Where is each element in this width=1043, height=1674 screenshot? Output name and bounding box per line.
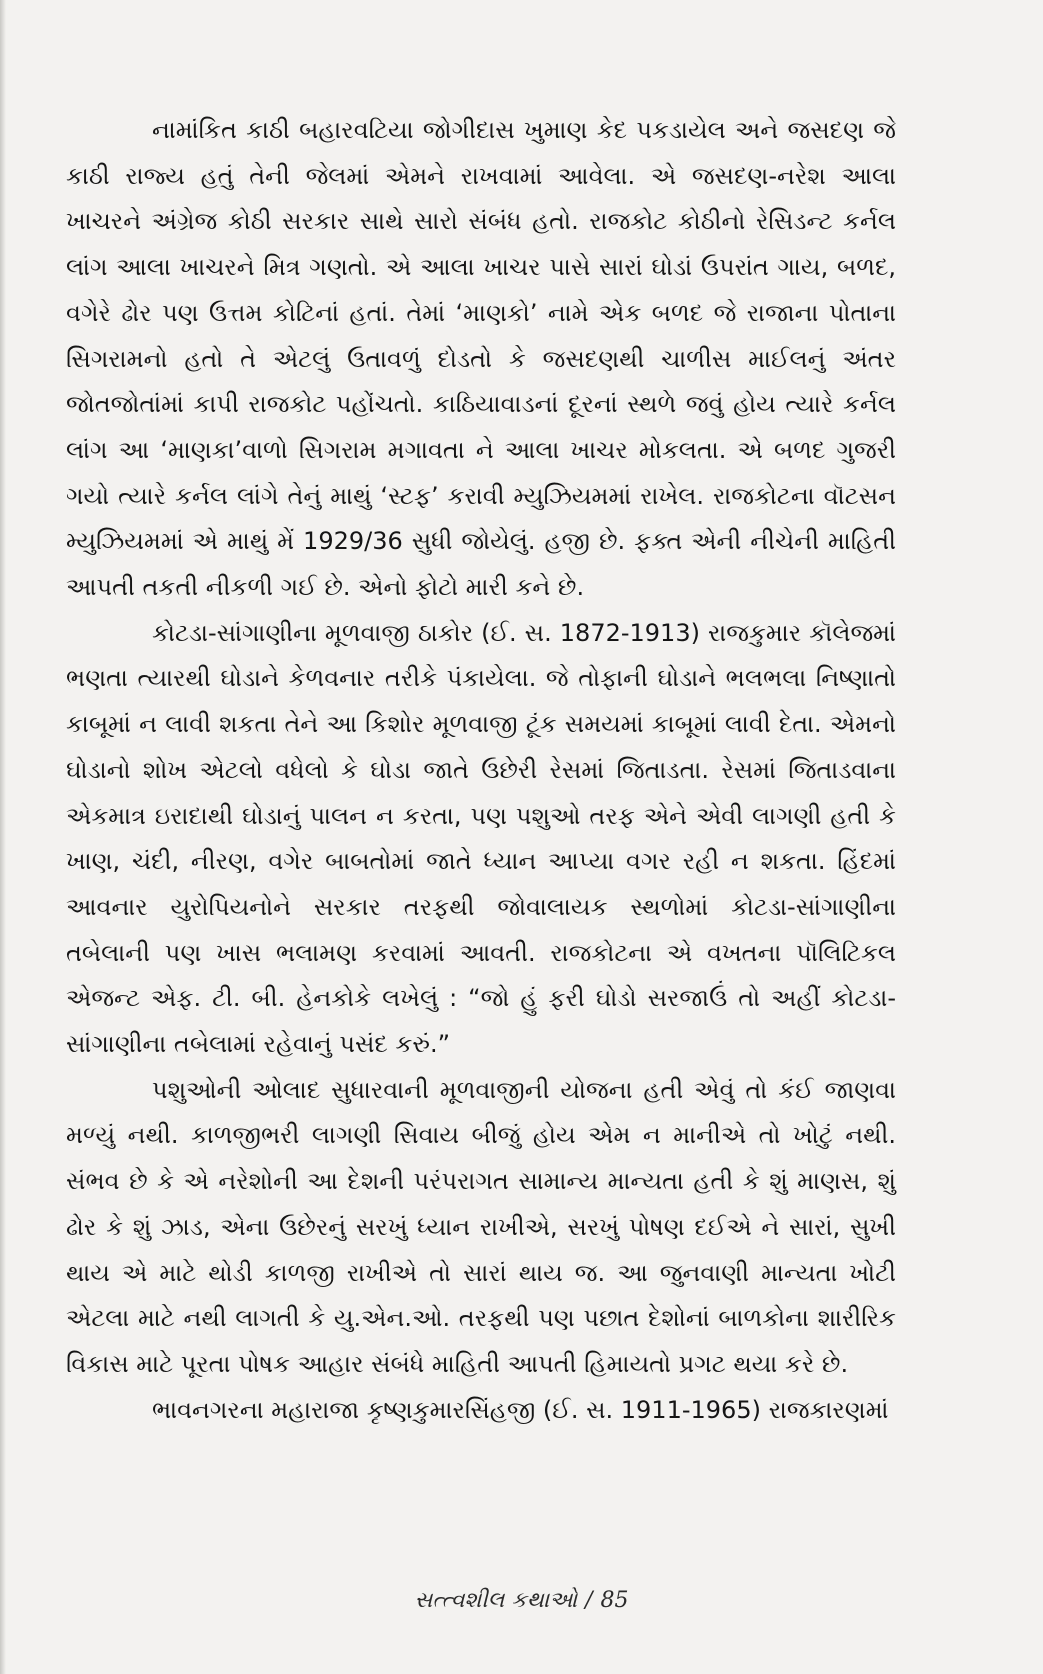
body-text (66, 108, 896, 1433)
footer-separator: / (585, 1588, 593, 1613)
scan-edge-shadow (0, 0, 6, 1674)
paragraph-jogidas-khuman: નામાંકિત કાઠી બહારવટિયા જોગીદાસ ખુમાણ કેદ પકડાયેલ અને જસદણ જે કાઠી રાજ્ય હતું તેની જેલમાં એમને રાખવામાં આવેલા. એ જસદણ-નરેશ આલા ખાચરને અંગ્રેજ કોઠી સરકાર સાથે સારો સંબંધ હતો. રાજકોટ કોઠીનો રેસિડન્ટ કર્નલ લાંગ આલા ખાચરને મિત્ર ગણતો. એ આલા ખાચર પાસે સારાં ઘોડાં ઉપરાંત ગાય, બળદ, વગેરે ઢોર પણ ઉત્તમ કોટિનાં હતાં. તેમાં ‘માણકો’ નામે એક બળદ જે રાજાના પોતાના સિગરામનો હતો તે એટલું ઉતાવળું દોડતો કે જસદણથી ચાળીસ માઈલનું અંતર જોતજોતાંમાં કાપી રાજકોટ પહોંચતો. કાઠિયાવાડનાં દૂરનાં સ્થળે જવું હોય ત્યારે કર્નલ લાંગ આ ‘માણકા’વાળો સિગરામ મગાવતા ને આલા ખાચર મોકલતા. એ બળદ ગુજરી ગયો ત્યારે કર્નલ લાંગે તેનું માથું ‘સ્ટફ’ કરાવી મ્યુઝિયમમાં રાખેલ. રાજકોટના વૉટસન મ્યુઝિયમમાં એ માથું મેં 1929/36 સુધી જોયેલું. હજી છે. ફક્ત એની નીચેની માહિતી આપતી તકતી નીકળી ગઈ છે. એનો ફોટો મારી કને છે. (66, 116, 896, 602)
paragraph-mulvaji-thakor: કોટડા-સાંગાણીના મૂળવાજી ઠાકોર (ઈ. સ. 1872-1913) રાજકુમાર કૉલેજમાં ભણતા ત્યારથી ઘોડાને કેળવનાર તરીકે પંકાયેલા. જે તોફાની ઘોડાને ભલભલા નિષ્ણાતો કાબૂમાં ન લાવી શકતા તેને આ કિશોર મૂળવાજી ટૂંક સમયમાં કાબૂમાં લાવી દેતા. એમનો ઘોડાનો શોખ એટલો વધેલો કે ઘોડા જાતે ઉછેરી રેસમાં જિતાડતા. રેસમાં જિતાડવાના એકમાત્ર ઇરાદાથી ઘોડાનું પાલન ન કરતા, પણ પશુઓ તરફ એને એવી લાગણી હતી કે ખાણ, ચંદી, નીરણ, વગેર બાબતોમાં જાતે ધ્યાન આપ્યા વગર રહી ન શકતા. હિંદમાં આવનાર યુરોપિયનોને સરકાર તરફથી જોવાલાયક સ્થળોમાં કોટડા-સાંગાણીના તબેલાની પણ ખાસ ભલામણ કરવામાં આવતી. રાજકોટના એ વખતના પૉલિટિકલ એજન્ટ એફ. ટી. બી. હેનકોકે લખેલું : “જો હું ફરી ઘોડો સરજાઉં તો અહીં કોટડા-સાંગાણીના તબેલામાં રહેવાનું પસંદ કરું.” (66, 618, 896, 1059)
paragraph-krishnakumarsinhji: ભાવનગરના મહારાજા કૃષ્ણકુમારસિંહજી (ઈ. સ. 1911-1965) રાજકારણમાં (152, 1395, 889, 1424)
page-footer (0, 1588, 1043, 1613)
page-number: 85 (600, 1588, 629, 1613)
paragraph-cattle-breeding: પશુઓની ઓલાદ સુધારવાની મૂળવાજીની યોજના હતી એવું તો કંઈ જાણવા મળ્યું નથી. કાળજીભરી લાગણી સિવાય બીજું હોય એમ ન માનીએ તો ખોટું નથી. સંભવ છે કે એ નરેશોની આ દેશની પરંપરાગત સામાન્ય માન્યતા હતી કે શું માણસ, શું ઢોર કે શું ઝાડ, એના ઉછેરનું સરખું ધ્યાન રાખીએ, સરખું પોષણ દઈએ ને સારાં, સુખી થાય એ માટે થોડી કાળજી રાખીએ તો સારાં થાય જ. આ જુનવાણી માન્યતા ખોટી એટલા માટે નથી લાગતી કે યુ.એન.ઓ. તરફથી પણ પછાત દેશોનાં બાળકોના શારીરિક વિકાસ માટે પૂરતા પોષક આહાર સંબંધે માહિતી આપતી હિમાયતો પ્રગટ થયા કરે છે. (66, 1075, 896, 1378)
footer-book-title: સત્ત્વશીલ કથાઓ (414, 1588, 578, 1613)
